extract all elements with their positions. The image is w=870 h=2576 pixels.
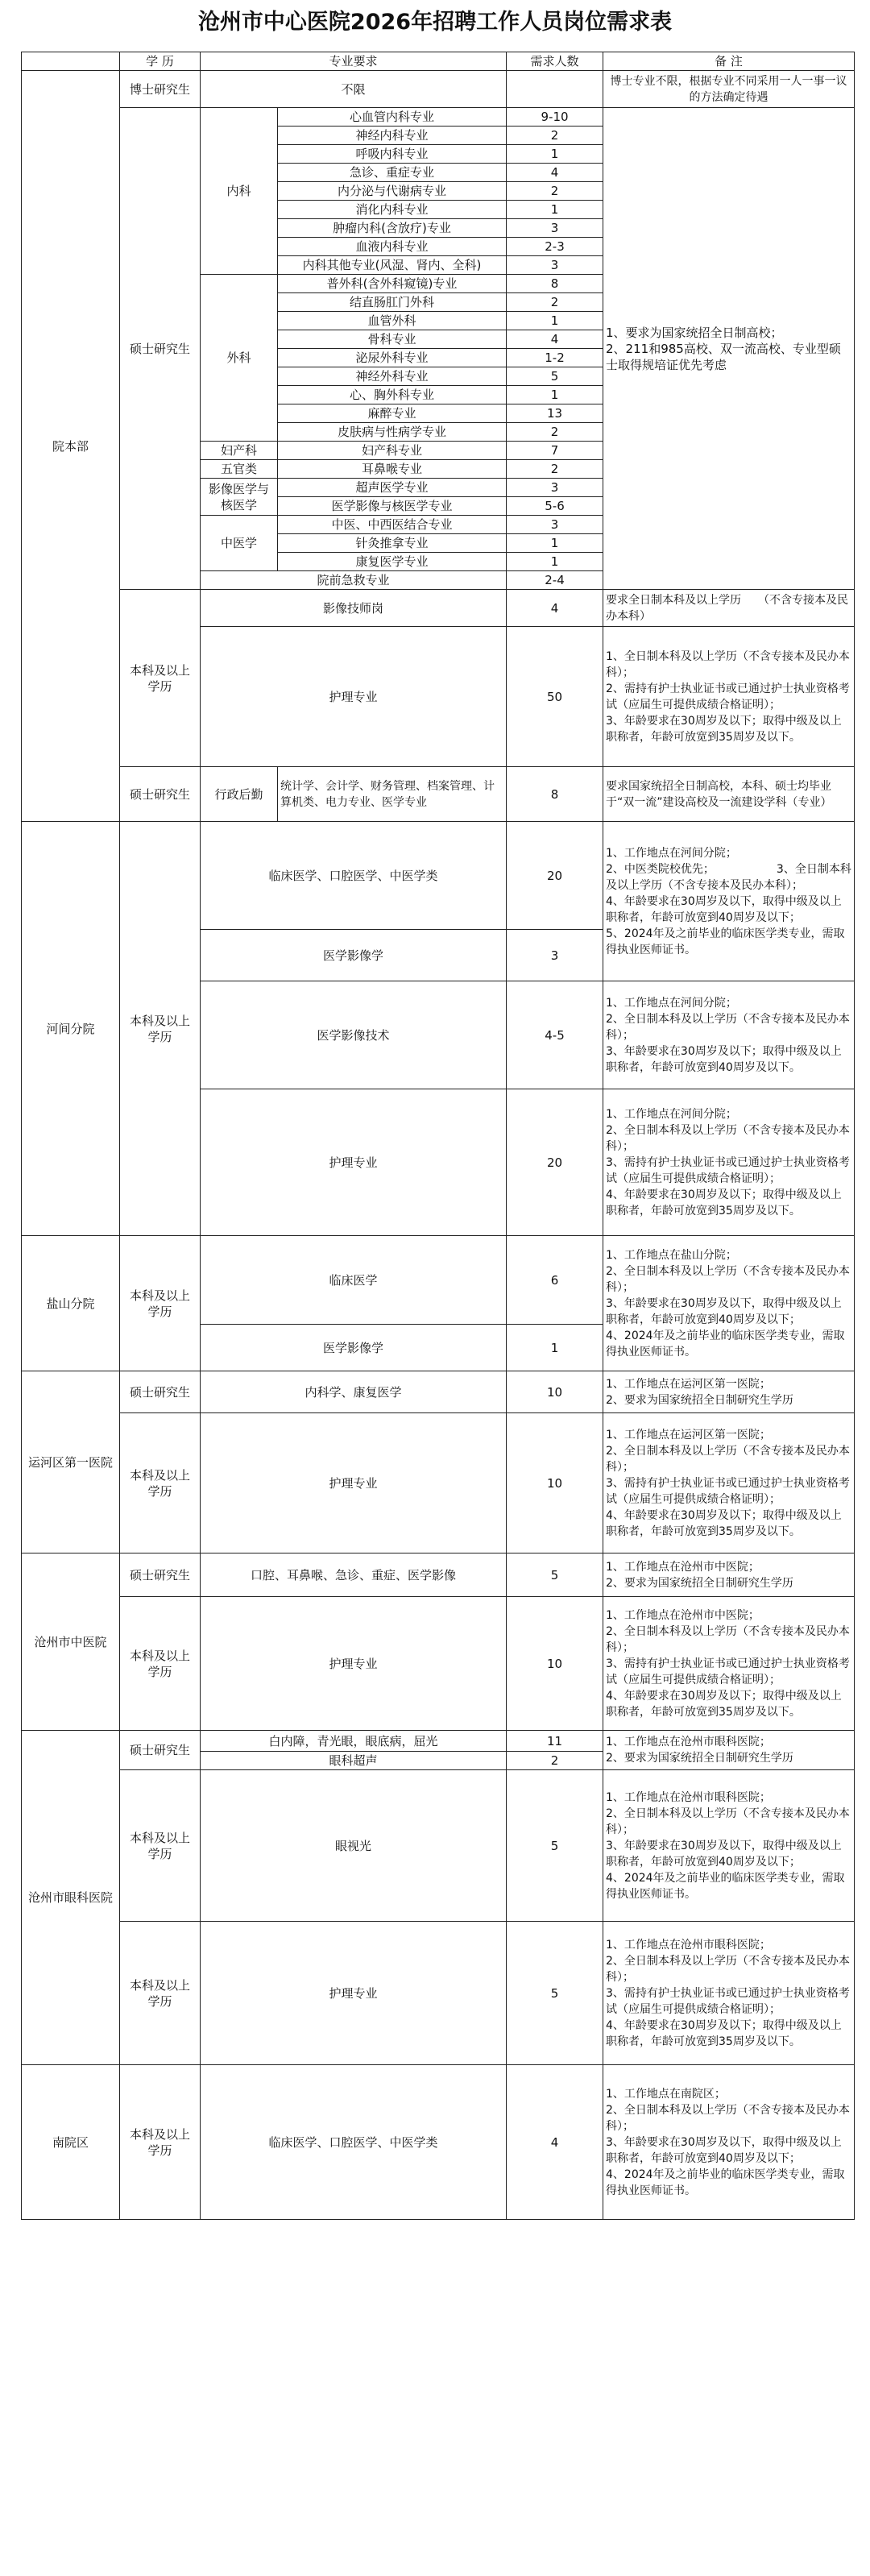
major-cell: 皮肤病与性病学专业	[278, 423, 507, 442]
note-cell: 1、工作地点在盐山分院； 2、全日制本科及以上学历（不含专接本及民办本科）； 3、年龄要求在30周岁及以下，取得中级及以上职称者，年龄可放宽到40周岁及以下； 4、2024年及之前毕业的临床医学类专业，需取得执业医师证书。	[603, 1236, 855, 1371]
major-cell: 医学影像与核医学专业	[278, 497, 507, 516]
group-wuguan: 五官类	[201, 460, 278, 479]
unit-main: 院本部	[22, 71, 120, 822]
note-cell: 1、全日制本科及以上学历（不含专接本及民办本科）； 2、需持有护士执业证书或已通过护士执业资格考试（应届生可提供成绩合格证明）； 3、年龄要求在30周岁及以下；取得中级及以上职称者，年龄可放宽到35周岁及以下。	[603, 627, 855, 767]
count-cell: 2-3	[507, 238, 603, 256]
note-cell: 1、工作地点在沧州市眼科医院； 2、全日制本科及以上学历（不含专接本及民办本科）； 3、需持有护士执业证书或已通过护士执业资格考试（应届生可提供成绩合格证明）； 4、年龄要求在30周岁及以下；取得中级及以上职称者，年龄可放宽到35周岁及以下。	[603, 1922, 855, 2065]
count-cell: 2	[507, 423, 603, 442]
major-cell: 泌尿外科专业	[278, 349, 507, 367]
major-cell: 医学影像学	[201, 930, 507, 981]
count-cell: 1-2	[507, 349, 603, 367]
count-cell: 5	[507, 1770, 603, 1922]
major-cell: 护理专业	[201, 627, 507, 767]
major-cell: 内科学、康复医学	[201, 1371, 507, 1413]
group-waike: 外科	[201, 275, 278, 442]
major-cell: 院前急救专业	[201, 571, 507, 590]
table-row	[22, 1597, 855, 1731]
note-cell: 博士专业不限，根据专业不同采用一人一事一议的方法确定待遇	[603, 71, 855, 108]
major-cell: 急诊、重症专业	[278, 164, 507, 182]
major-cell: 医学影像技术	[201, 981, 507, 1089]
major-cell: 血液内科专业	[278, 238, 507, 256]
table-row	[22, 1922, 855, 2065]
edu-bachelor: 本科及以上 学历	[120, 822, 201, 1236]
count-cell: 10	[507, 1597, 603, 1731]
table-row	[22, 1413, 855, 1553]
count-cell: 5	[507, 1922, 603, 2065]
table-row	[22, 1371, 855, 1413]
major-cell: 肿瘤内科(含放疗)专业	[278, 219, 507, 238]
major-cell: 临床医学、口腔医学、中医学类	[201, 822, 507, 930]
count-cell	[507, 71, 603, 108]
count-cell: 8	[507, 275, 603, 293]
header-note: 备 注	[603, 52, 855, 71]
major-cell: 口腔、耳鼻喉、急诊、重症、医学影像	[201, 1553, 507, 1597]
count-cell: 6	[507, 1236, 603, 1325]
count-cell: 3	[507, 256, 603, 275]
table-row	[22, 822, 855, 930]
major-cell: 影像技师岗	[201, 590, 507, 627]
note-cell: 1、要求为国家统招全日制高校； 2、211和985高校、双一流高校、专业型硕士取得规培证优先考虑	[603, 108, 855, 590]
edu-bachelor: 本科及以上 学历	[120, 2065, 201, 2220]
count-cell: 4	[507, 164, 603, 182]
table-row	[22, 52, 855, 71]
major-cell: 内分泌与代谢病专业	[278, 182, 507, 201]
count-cell: 4	[507, 2065, 603, 2220]
count-cell: 5	[507, 367, 603, 386]
count-cell: 2	[507, 182, 603, 201]
major-cell: 护理专业	[201, 1413, 507, 1553]
note-cell: 1、工作地点在沧州市中医院； 2、要求为国家统招全日制研究生学历	[603, 1553, 855, 1597]
edu-master: 硕士研究生	[120, 1731, 201, 1770]
recruitment-table	[21, 52, 855, 2220]
note-cell: 1、工作地点在河间分院； 2、中医类院校优先； 3、全日制本科及以上学历（不含专接本及民办本科）； 4、年龄要求在30周岁及以下，取得中级及以上职称者，年龄可放宽到40周岁及以下； 5、2024年及之前毕业的临床医学类专业，需取得执业医师证书。	[603, 822, 855, 981]
major-cell: 白内障，青光眼，眼底病，屈光	[201, 1731, 507, 1752]
major-cell: 不限	[201, 71, 507, 108]
table-row	[22, 1731, 855, 1752]
major-cell: 心、胸外科专业	[278, 386, 507, 404]
major-cell: 眼科超声	[201, 1752, 507, 1770]
count-cell: 4	[507, 330, 603, 349]
count-cell: 4	[507, 590, 603, 627]
count-cell: 5-6	[507, 497, 603, 516]
header-blank	[22, 52, 120, 71]
major-cell: 心血管内科专业	[278, 108, 507, 127]
unit-tcm: 沧州市中医院	[22, 1553, 120, 1731]
major-cell: 中医、中西医结合专业	[278, 516, 507, 534]
page-title: 沧州市中心医院2026年招聘工作人员岗位需求表	[197, 10, 673, 35]
table-row	[22, 71, 855, 108]
edu-master: 硕士研究生	[120, 108, 201, 590]
table-row	[22, 1770, 855, 1922]
table-row	[22, 1236, 855, 1325]
count-cell: 10	[507, 1413, 603, 1553]
count-cell: 2	[507, 127, 603, 145]
count-cell: 8	[507, 767, 603, 822]
major-cell: 统计学、会计学、财务管理、档案管理、计算机类、电力专业、医学专业	[278, 767, 507, 822]
count-cell: 2-4	[507, 571, 603, 590]
count-cell: 10	[507, 1371, 603, 1413]
major-cell: 康复医学专业	[278, 553, 507, 571]
note-cell: 1、工作地点在河间分院； 2、全日制本科及以上学历（不含专接本及民办本科）； 3、需持有护士执业证书或已通过护士执业资格考试（应届生可提供成绩合格证明）； 4、年龄要求在30周岁及以下；取得中级及以上职称者，年龄可放宽到35周岁及以下。	[603, 1089, 855, 1236]
major-cell: 护理专业	[201, 1922, 507, 2065]
table-row	[22, 767, 855, 822]
major-cell: 骨科专业	[278, 330, 507, 349]
major-cell: 医学影像学	[201, 1325, 507, 1371]
group-admin: 行政后勤	[201, 767, 278, 822]
edu-bachelor: 本科及以上 学历	[120, 1922, 201, 2065]
note-cell: 1、工作地点在沧州市眼科医院； 2、全日制本科及以上学历（不含专接本及民办本科）； 3、年龄要求在30周岁及以下，取得中级及以上职称者，年龄可放宽到40周岁及以下； 4、2024年及之前毕业的临床医学类专业，需取得执业医师证书。	[603, 1770, 855, 1922]
edu-master: 硕士研究生	[120, 767, 201, 822]
edu-phd: 博士研究生	[120, 71, 201, 108]
major-cell: 麻醉专业	[278, 404, 507, 423]
header-count: 需求人数	[507, 52, 603, 71]
major-cell: 临床医学	[201, 1236, 507, 1325]
major-cell: 妇产科专业	[278, 442, 507, 460]
unit-eye: 沧州市眼科医院	[22, 1731, 120, 2065]
header-education: 学 历	[120, 52, 201, 71]
count-cell: 1	[507, 534, 603, 553]
edu-bachelor: 本科及以上 学历	[120, 1413, 201, 1553]
edu-bachelor: 本科及以上 学历	[120, 1597, 201, 1731]
count-cell: 1	[507, 386, 603, 404]
edu-master: 硕士研究生	[120, 1553, 201, 1597]
note-cell: 1、工作地点在运河区第一医院； 2、要求为国家统招全日制研究生学历	[603, 1371, 855, 1413]
count-cell: 2	[507, 293, 603, 312]
note-cell: 1、工作地点在河间分院； 2、全日制本科及以上学历（不含专接本及民办本科）； 3、年龄要求在30周岁及以下；取得中级及以上职称者，年龄可放宽到40周岁及以下。	[603, 981, 855, 1089]
group-yingxiang: 影像医学与核医学	[201, 479, 278, 516]
major-cell: 超声医学专业	[278, 479, 507, 497]
note-cell: 要求全日制本科及以上学历 （不含专接本及民办本科）	[603, 590, 855, 627]
unit-south: 南院区	[22, 2065, 120, 2220]
major-cell: 护理专业	[201, 1089, 507, 1236]
count-cell: 1	[507, 145, 603, 164]
edu-bachelor: 本科及以上 学历	[120, 1770, 201, 1922]
table-row	[22, 590, 855, 627]
major-cell: 消化内科专业	[278, 201, 507, 219]
count-cell: 9-10	[507, 108, 603, 127]
count-cell: 3	[507, 219, 603, 238]
group-zhongyi: 中医学	[201, 516, 278, 571]
count-cell: 1	[507, 1325, 603, 1371]
table-row	[22, 108, 855, 127]
major-cell: 内科其他专业(风湿、肾内、全科)	[278, 256, 507, 275]
count-cell: 20	[507, 1089, 603, 1236]
count-cell: 7	[507, 442, 603, 460]
edu-bachelor: 本科及以上 学历	[120, 1236, 201, 1371]
note-cell: 1、工作地点在南院区； 2、全日制本科及以上学历（不含专接本及民办本科）； 3、年龄要求在30周岁及以下，取得中级及以上职称者，年龄可放宽到40周岁及以下； 4、2024年及之前毕业的临床医学类专业，需取得执业医师证书。	[603, 2065, 855, 2220]
count-cell: 50	[507, 627, 603, 767]
major-cell: 普外科(含外科窥镜)专业	[278, 275, 507, 293]
count-cell: 3	[507, 479, 603, 497]
count-cell: 1	[507, 201, 603, 219]
table-row	[22, 1553, 855, 1597]
table-row	[22, 2065, 855, 2220]
count-cell: 1	[507, 553, 603, 571]
major-cell: 血管外科	[278, 312, 507, 330]
count-cell: 11	[507, 1731, 603, 1752]
edu-master: 硕士研究生	[120, 1371, 201, 1413]
count-cell: 4-5	[507, 981, 603, 1089]
unit-hejian: 河间分院	[22, 822, 120, 1236]
header-major: 专业要求	[201, 52, 507, 71]
count-cell: 2	[507, 460, 603, 479]
note-cell: 1、工作地点在沧州市中医院； 2、全日制本科及以上学历（不含专接本及民办本科）； 3、需持有护士执业证书或已通过护士执业资格考试（应届生可提供成绩合格证明）； 4、年龄要求在30周岁及以下；取得中级及以上职称者，年龄可放宽到35周岁及以下。	[603, 1597, 855, 1731]
major-cell: 针灸推拿专业	[278, 534, 507, 553]
major-cell: 神经外科专业	[278, 367, 507, 386]
note-cell: 1、工作地点在运河区第一医院； 2、全日制本科及以上学历（不含专接本及民办本科）； 3、需持有护士执业证书或已通过护士执业资格考试（应届生可提供成绩合格证明）； 4、年龄要求在30周岁及以下；取得中级及以上职称者，年龄可放宽到35周岁及以下。	[603, 1413, 855, 1553]
major-cell: 临床医学、口腔医学、中医学类	[201, 2065, 507, 2220]
count-cell: 3	[507, 516, 603, 534]
major-cell: 呼吸内科专业	[278, 145, 507, 164]
count-cell: 3	[507, 930, 603, 981]
major-cell: 神经内科专业	[278, 127, 507, 145]
note-cell: 要求国家统招全日制高校，本科、硕士均毕业于“双一流”建设高校及一流建设学科（专业）	[603, 767, 855, 822]
major-cell: 护理专业	[201, 1597, 507, 1731]
group-neike: 内科	[201, 108, 278, 275]
group-fuchan: 妇产科	[201, 442, 278, 460]
count-cell: 13	[507, 404, 603, 423]
note-cell: 1、工作地点在沧州市眼科医院； 2、要求为国家统招全日制研究生学历	[603, 1731, 855, 1770]
unit-yunhe: 运河区第一医院	[22, 1371, 120, 1553]
count-cell: 2	[507, 1752, 603, 1770]
unit-yanshan: 盐山分院	[22, 1236, 120, 1371]
count-cell: 20	[507, 822, 603, 930]
major-cell: 耳鼻喉专业	[278, 460, 507, 479]
edu-bachelor: 本科及以上 学历	[120, 590, 201, 767]
major-cell: 结直肠肛门外科	[278, 293, 507, 312]
count-cell: 5	[507, 1553, 603, 1597]
major-cell: 眼视光	[201, 1770, 507, 1922]
count-cell: 1	[507, 312, 603, 330]
